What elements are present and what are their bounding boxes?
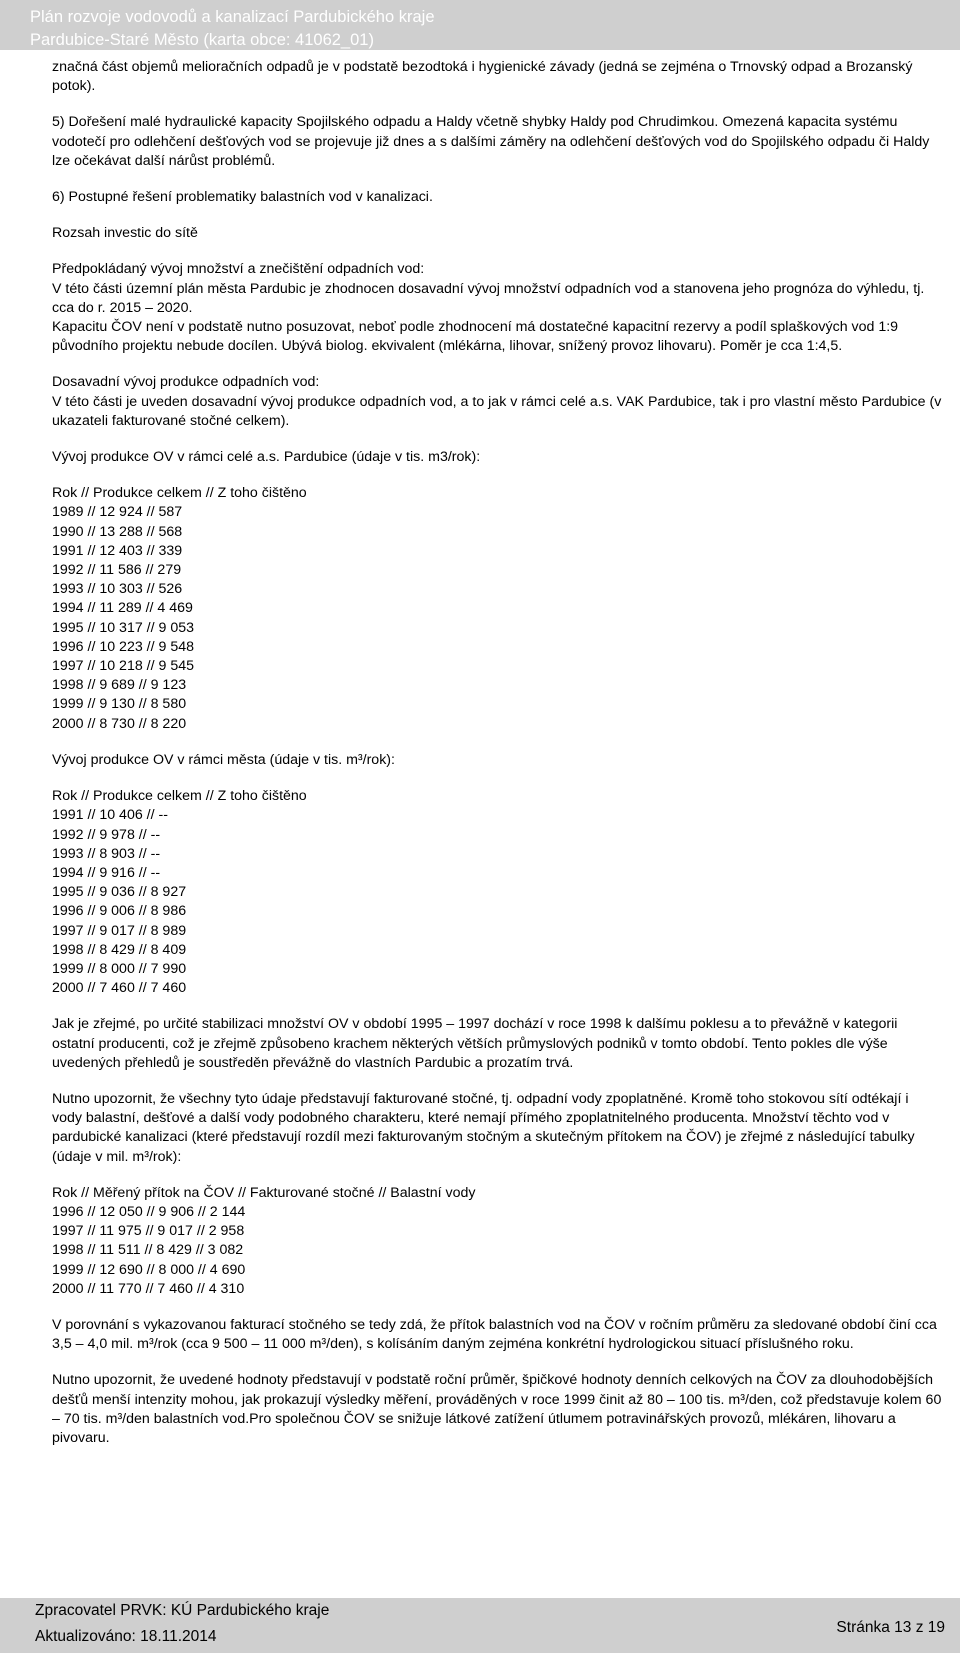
footer-processor: Zpracovatel PRVK: KÚ Pardubického kraje <box>35 1602 330 1619</box>
paragraph-item-6: 6) Postupné řešení problematiky balastních vod v kanalizaci. <box>52 189 433 206</box>
table-row: 1993 // 8 903 // -- <box>52 845 161 862</box>
paragraph-kapacita: Kapacitu ČOV není v podstatě nutno posuzovat, neboť podle zhodnocení má dostatečné kapacitní rezervy a podíl splaškových vod 1:9 původního projektu nebude docílen. Ubývá biolog. ekvivalent (mlékárna, lihovar, snížený provoz lihovaru). Poměr je cca 1:4,5. <box>52 319 899 355</box>
document-body <box>52 58 942 1448</box>
page-footer <box>0 1598 960 1653</box>
table-row: 1990 // 13 288 // 568 <box>52 523 183 540</box>
table-row: 1999 // 9 130 // 8 580 <box>52 696 187 713</box>
table-row: 1995 // 9 036 // 8 927 <box>52 884 187 901</box>
section-heading-rozsah: Rozsah investic do sítě <box>52 225 198 242</box>
table-row: 1992 // 9 978 // -- <box>52 826 161 843</box>
table-row: 1996 // 10 223 // 9 548 <box>52 638 194 655</box>
section-heading-dosavadni: Dosavadní vývoj produkce odpadních vod: <box>52 374 320 391</box>
table-row: 1993 // 10 303 // 526 <box>52 581 183 598</box>
table-production-as <box>52 484 942 734</box>
paragraph-dosavadni: V této části je uveden dosavadní vývoj produkce odpadních vod, a to jak v rámci celé a.s. VAK Pardubice, tak i pro vlastní město Pardubice (v ukazateli fakturované stočné celkem). <box>52 393 942 429</box>
page-header <box>0 0 960 50</box>
paragraph-porovnani: V porovnání s vykazovanou fakturací stočného se tedy zdá, že přítok balastních vod na ČOV v ročním průměru za sledované období činí cca 3,5 – 4,0 mil. m³/rok (cca 9 500 – 11 000 m³/den), s kolísáním daným zejména konkrétní hydrologickou situací příslušného roku. <box>52 1316 937 1353</box>
table-row: 1997 // 10 218 // 9 545 <box>52 658 194 675</box>
table-row: 1996 // 9 006 // 8 986 <box>52 903 187 920</box>
paragraph-item-5: 5) Dořešení malé hydraulické kapacity Spojilského odpadu a Haldy včetně shybky Haldy pod Chrudimkou. Omezená kapacita systému vodotečí pro odlehčení dešťových vod se projevuje již dnes a s dalšími záměry na odlehčení dešťových vod do Spojilského odpadu či Haldy lze očekávat další nárůst problémů. <box>52 114 930 169</box>
table-row: 1998 // 11 511 // 8 429 // 3 082 <box>52 1242 244 1259</box>
footer-updated-date: Aktualizováno: 18.11.2014 <box>35 1628 217 1645</box>
table-row: 2000 // 7 460 // 7 460 <box>52 980 187 997</box>
paragraph-predpoklad: V této části územní plán města Pardubic je zhodnocen dosavadní vývoj množství odpadních vod a stanovena jeho prognóza do výhledu, tj. cca do r. 2015 – 2020. <box>52 280 925 316</box>
table-row: 1999 // 8 000 // 7 990 <box>52 960 187 977</box>
table-row: 1998 // 9 689 // 9 123 <box>52 677 187 694</box>
table-row: 1994 // 11 289 // 4 469 <box>52 600 193 617</box>
table-row: 1991 // 12 403 // 339 <box>52 542 183 559</box>
paragraph-jak-je-zrejme: Jak je zřejmé, po určité stabilizaci množství OV v období 1995 – 1997 dochází v roce 1998 k dalšímu poklesu a to převážně v kategorii ostatní producenti, což je zřejmě způsobeno krachem některých větších průmyslových podniků v tomto období. Tento pokles dle výše uvedených přehledů je soustředěn převážně do vlastních Pardubic a prozatím trvá. <box>52 1016 898 1071</box>
table-production-city <box>52 787 942 998</box>
table-row: 2000 // 8 730 // 8 220 <box>52 715 187 732</box>
paragraph-intro: značná část objemů melioračních odpadů je v podstatě bezodtoká i hygienické závady (jedná se zejména o Trnovský odpad a Brozanský potok). <box>52 59 913 95</box>
table-row: 1997 // 9 017 // 8 989 <box>52 922 187 939</box>
table-row: 1999 // 12 690 // 8 000 // 4 690 <box>52 1261 246 1278</box>
table-caption-as: Vývoj produkce OV v rámci celé a.s. Pardubice (údaje v tis. m3/rok): <box>52 449 481 466</box>
table-row: 1996 // 12 050 // 9 906 // 2 144 <box>52 1203 246 1220</box>
table-header-row: Rok // Měřený přítok na ČOV // Fakturované stočné // Balastní vody <box>52 1184 476 1201</box>
section-heading-predpoklad: Předpokládaný vývoj množství a znečištění odpadních vod: <box>52 261 425 278</box>
header-title: Plán rozvoje vodovodů a kanalizací Pardubického kraje <box>30 8 435 26</box>
table-row: 1991 // 10 406 // -- <box>52 807 168 824</box>
table-row: 1995 // 10 317 // 9 053 <box>52 619 194 636</box>
table-row: 1994 // 9 916 // -- <box>52 864 161 881</box>
table-row: 1992 // 11 586 // 279 <box>52 562 182 579</box>
table-ballast-water <box>52 1184 942 1299</box>
paragraph-nutno-upozornit-1: Nutno upozornit, že všechny tyto údaje představují fakturované stočné, tj. odpadní vody zpoplatněné. Kromě toho stokovou sítí odtékají i vody balastní, dešťové a další vody podobného charakteru, které nemají přímého zpoplatnitelného producenta. Množství těchto vod v pardubické kanalizaci (které představují rozdíl mezi fakturovaným stočným a skutečným přítokem na ČOV) je zřejmé z následující tabulky (údaje v mil. m³/rok): <box>52 1090 915 1165</box>
table-caption-mesto: Vývoj produkce OV v rámci města (údaje v tis. m³/rok): <box>52 751 395 768</box>
table-header-row: Rok // Produkce celkem // Z toho čištěno <box>52 485 307 502</box>
table-row: 1997 // 11 975 // 9 017 // 2 958 <box>52 1223 245 1240</box>
table-row: 1998 // 8 429 // 8 409 <box>52 941 187 958</box>
table-row: 2000 // 11 770 // 7 460 // 4 310 <box>52 1280 245 1297</box>
page-number: Stránka 13 z 19 <box>836 1619 945 1636</box>
paragraph-nutno-upozornit-2: Nutno upozornit, že uvedené hodnoty představují v podstatě roční průměr, špičkové hodnoty denních celkových na ČOV za dlouhodobějších dešťů menší intenzity mohou, jak prokazují výsledky měření, prováděných v roce 1999 činit až 80 – 100 tis. m³/den, což představuje kolem 60 – 70 tis. m³/den balastních vod.Pro společnou ČOV se snižuje látkové zatížení útlumem potravinářských provozů, mlékáren, lihovaru a pivovaru. <box>52 1372 942 1446</box>
table-header-row: Rok // Produkce celkem // Z toho čištěno <box>52 788 307 805</box>
header-subtitle: Pardubice-Staré Město (karta obce: 41062_01) <box>30 31 374 49</box>
table-row: 1989 // 12 924 // 587 <box>52 504 183 521</box>
